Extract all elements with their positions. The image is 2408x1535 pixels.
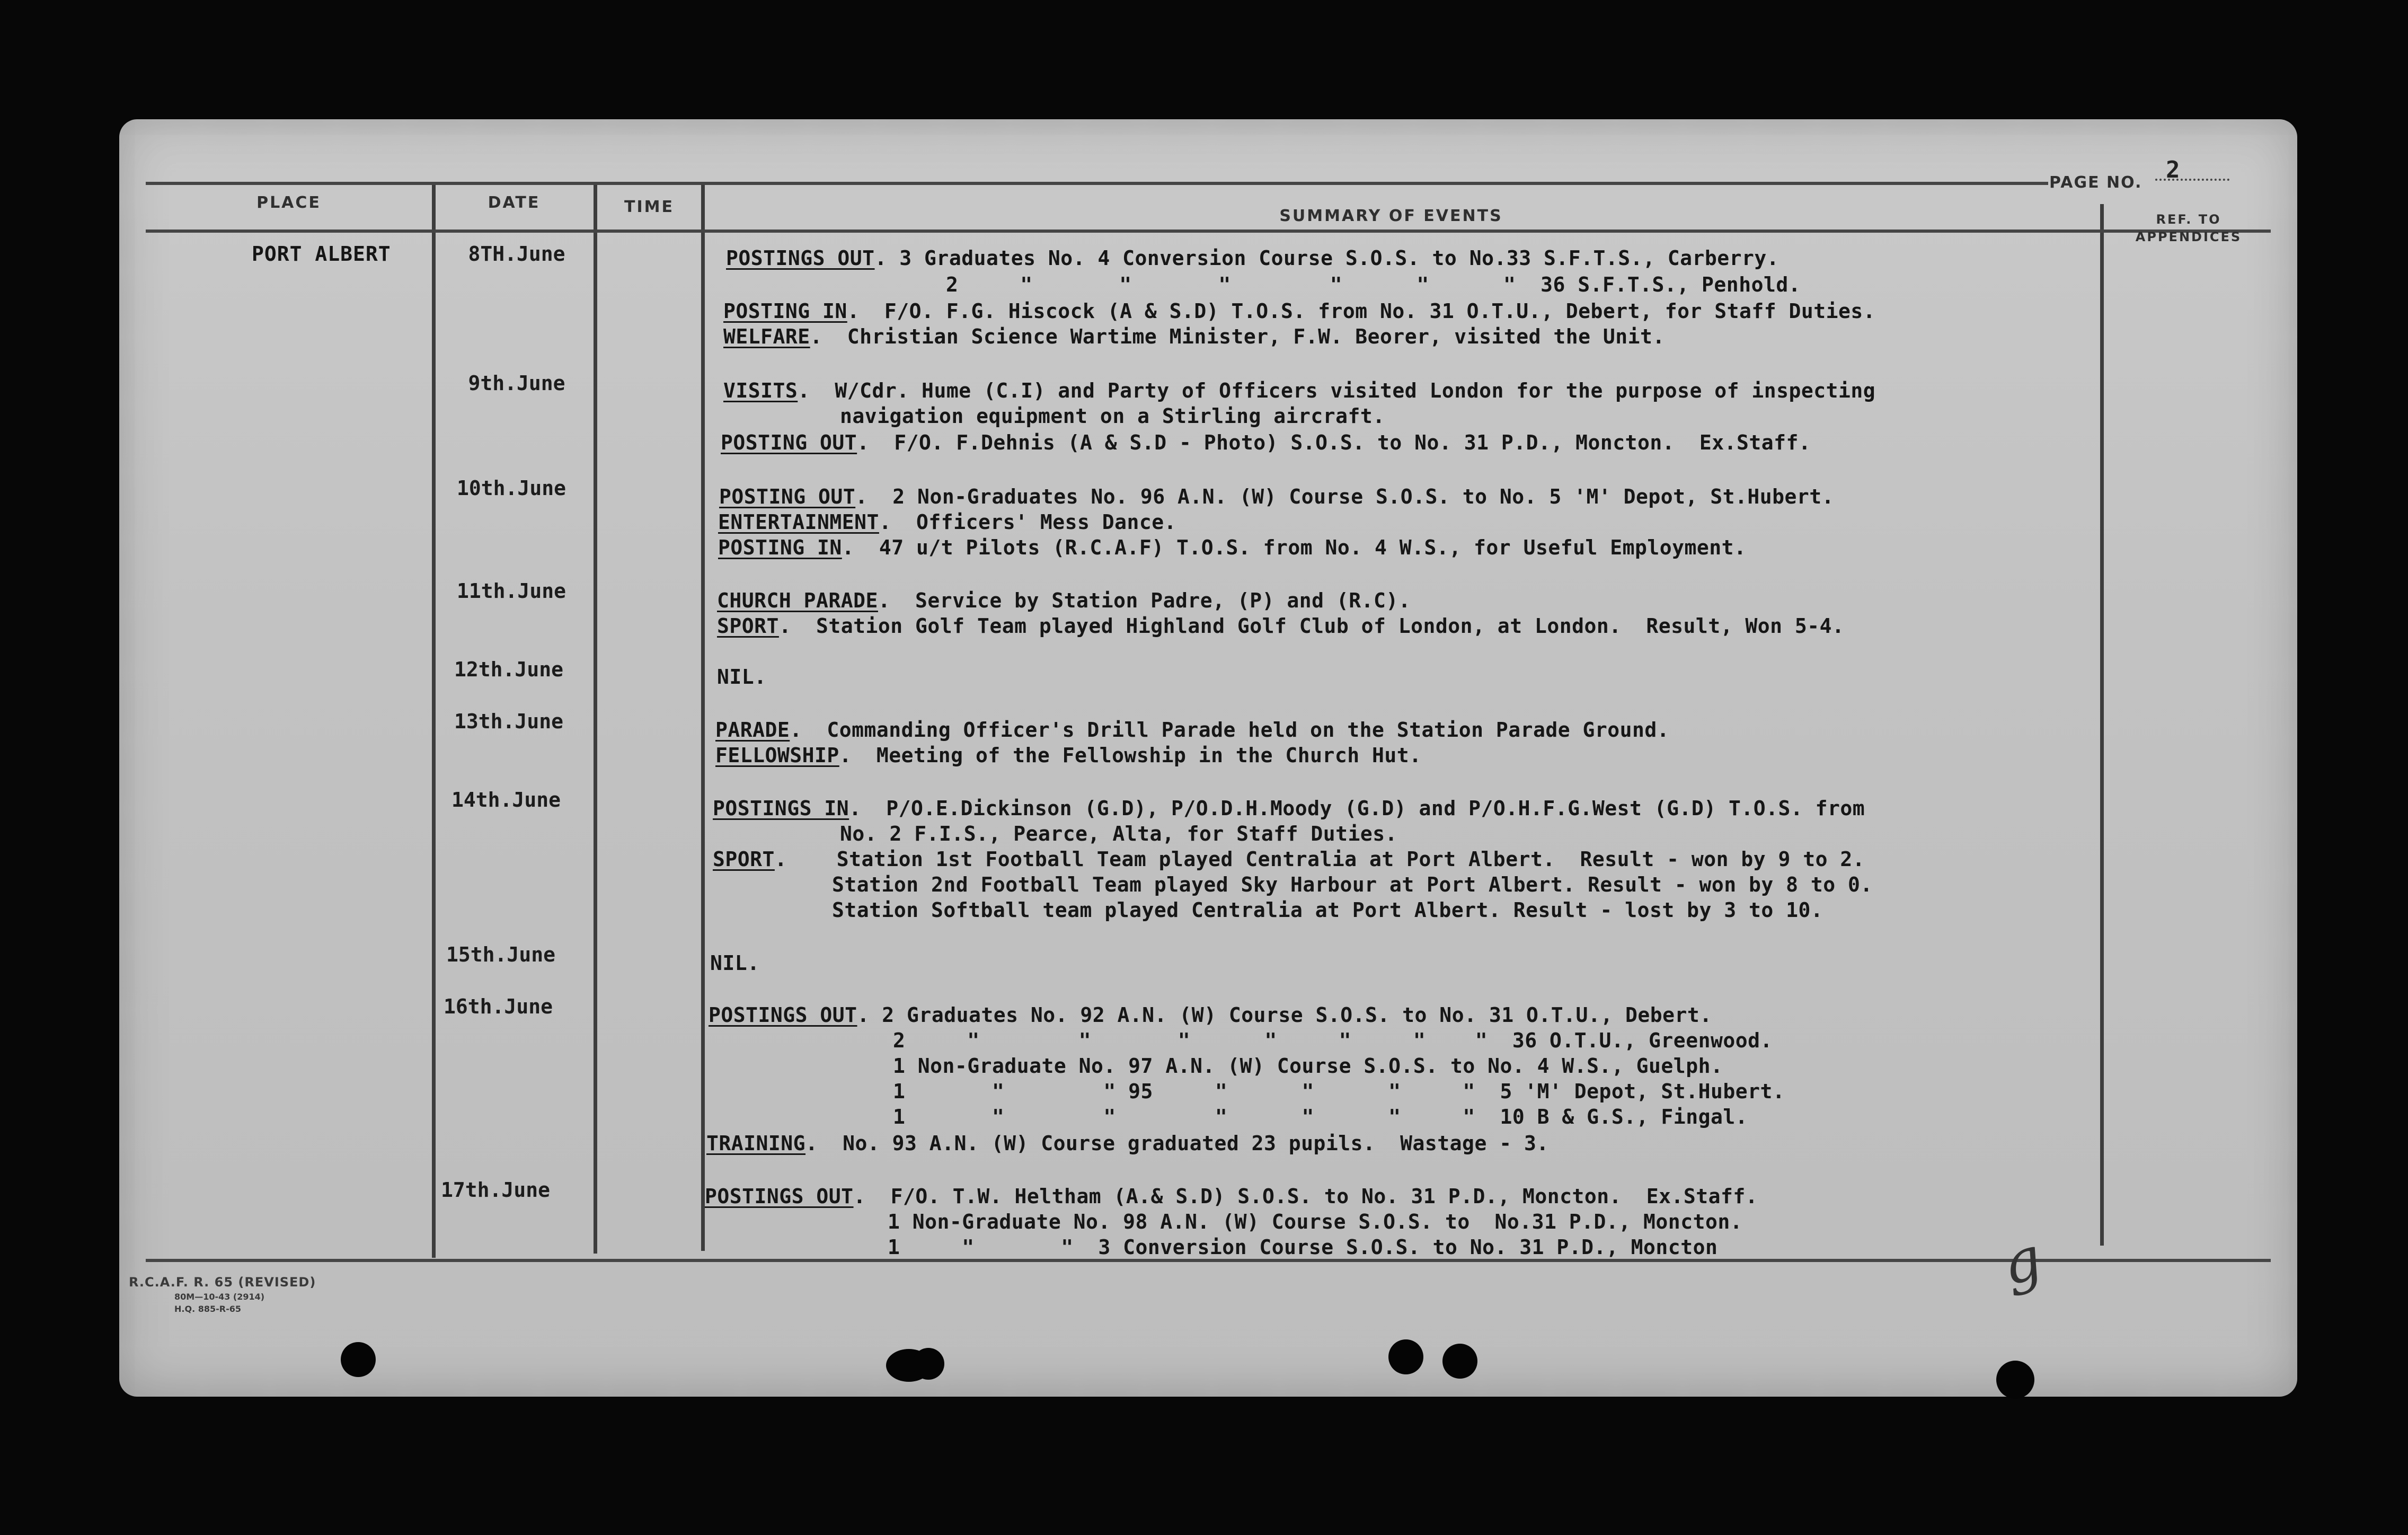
date-entry: 11th.June	[457, 579, 566, 603]
header-place: PLACE	[256, 193, 321, 212]
summary-line: 1 " " 95 " " " " 5 'M' Depot, St.Hubert.	[893, 1080, 1785, 1103]
date-entry: 15th.June	[446, 943, 555, 966]
punch-hole	[913, 1348, 944, 1380]
summary-line: 1 " " " " " " 10 B & G.S., Fingal.	[893, 1105, 1748, 1128]
summary-line: POSTINGS OUT. F/O. T.W. Heltham (A.& S.D) S.O.S. to No. 31 P.D., Moncton. Ex.Staff.	[705, 1185, 1758, 1208]
summary-line: FELLOWSHIP. Meeting of the Fellowship in the Church Hut.	[715, 744, 1422, 767]
summary-line: POSTING IN. 47 u/t Pilots (R.C.A.F) T.O.S. from No. 4 W.S., for Useful Employment.	[718, 536, 1747, 559]
header-date: DATE	[488, 193, 541, 212]
summary-line: 2 " " " " " " " 36 O.T.U., Greenwood.	[893, 1029, 1773, 1052]
rule-summary-ref	[2100, 204, 2104, 1246]
date-entry: 14th.June	[452, 788, 561, 811]
summary-line: POSTINGS OUT. 2 Graduates No. 92 A.N. (W) Course S.O.S. to No. 31 O.T.U., Debert.	[709, 1003, 1712, 1027]
diary-card	[119, 119, 2297, 1397]
summary-line: POSTINGS OUT. 3 Graduates No. 4 Conversion Course S.O.S. to No.33 S.F.T.S., Carberry.	[726, 246, 1780, 270]
summary-line: NIL.	[710, 951, 760, 975]
summary-line: WELFARE. Christian Science Wartime Minister, F.W. Beorer, visited the Unit.	[723, 325, 1665, 348]
summary-line: No. 2 F.I.S., Pearce, Alta, for Staff Duties.	[840, 822, 1398, 845]
summary-line: CHURCH PARADE. Service by Station Padre, (P) and (R.C).	[717, 589, 1411, 612]
summary-line: SPORT. Station Golf Team played Highland Golf Club of London, at London. Result, Won 5-4.	[717, 614, 1845, 638]
page-number-value: 2	[2166, 156, 2180, 183]
summary-line: navigation equipment on a Stirling aircraft.	[840, 404, 1385, 428]
header-ref-line1: REF. TO	[2156, 212, 2221, 227]
header-time: TIME	[624, 198, 674, 216]
summary-line: Station 2nd Football Team played Sky Harbour at Port Albert. Result - won by 8 to 0.	[832, 873, 1873, 896]
punch-hole	[1388, 1339, 1423, 1374]
form-number-line1: R.C.A.F. R. 65 (REVISED)	[129, 1275, 316, 1290]
summary-line: TRAINING. No. 93 A.N. (W) Course graduated 23 pupils. Wastage - 3.	[706, 1132, 1549, 1155]
punch-hole	[1442, 1344, 1477, 1379]
header-top-rule	[146, 182, 2048, 185]
header-bottom-rule	[146, 230, 2271, 233]
summary-line: VISITS. W/Cdr. Hume (C.I) and Party of Officers visited London for the purpose of inspecting	[723, 379, 1876, 402]
summary-line: Station Softball team played Centralia at Port Albert. Result - lost by 3 to 10.	[832, 898, 1823, 922]
summary-line: SPORT. Station 1st Football Team played Centralia at Port Albert. Result - won by 9 to 2.	[713, 848, 1865, 871]
summary-line: POSTING OUT. F/O. F.Dehnis (A & S.D - Photo) S.O.S. to No. 31 P.D., Moncton. Ex.Staff.	[721, 431, 1811, 454]
summary-line: ENTERTAINMENT. Officers' Mess Dance.	[718, 510, 1176, 534]
form-number-line2: 80M—10-43 (2914)	[174, 1292, 265, 1302]
form-number	[129, 1275, 316, 1314]
date-entry: 10th.June	[457, 477, 566, 500]
summary-line: POSTINGS IN. P/O.E.Dickinson (G.D), P/O.D.H.Moody (G.D) and P/O.H.F.G.West (G.D) T.O.S. from	[713, 797, 1865, 820]
summary-line: 1 " " 3 Conversion Course S.O.S. to No. 31 P.D., Moncton	[888, 1236, 1718, 1259]
date-entry: 17th.June	[441, 1178, 550, 1202]
punch-hole	[1996, 1361, 2034, 1399]
header-ref-line2: APPENDICES	[2135, 230, 2242, 244]
form-number-line3: H.Q. 885-R-65	[174, 1304, 241, 1314]
place-entry: PORT ALBERT	[252, 242, 391, 266]
punch-hole	[341, 1342, 376, 1377]
summary-line: 1 Non-Graduate No. 98 A.N. (W) Course S.O.S. to No.31 P.D., Moncton.	[888, 1210, 1743, 1233]
date-entry: 8TH.June	[468, 242, 565, 266]
summary-line: POSTING OUT. 2 Non-Graduates No. 96 A.N. (W) Course S.O.S. to No. 5 'M' Depot, St.Hubert.	[719, 485, 1835, 508]
date-entry: 12th.June	[454, 658, 563, 681]
handwritten-initial: g	[1995, 1223, 2049, 1299]
summary-line: POSTING IN. F/O. F.G. Hiscock (A & S.D) T.O.S. from No. 31 O.T.U., Debert, for Staff Duties.	[723, 299, 1876, 323]
date-entry: 13th.June	[454, 710, 563, 733]
summary-line: 1 Non-Graduate No. 97 A.N. (W) Course S.O.S. to No. 4 W.S., Guelph.	[893, 1054, 1723, 1078]
summary-line: PARADE. Commanding Officer's Drill Parade held on the Station Parade Ground.	[715, 718, 1670, 742]
summary-line: NIL.	[717, 665, 767, 689]
rule-time-summary	[701, 183, 705, 1251]
date-entry: 16th.June	[444, 995, 553, 1018]
page-number-label: PAGE NO.	[2049, 173, 2143, 192]
summary-line: 2 " " " " " " 36 S.F.T.S., Penhold.	[946, 273, 1801, 296]
header-summary: SUMMARY OF EVENTS	[1279, 207, 1503, 225]
rule-date-time	[594, 183, 597, 1254]
date-entry: 9th.June	[468, 372, 565, 395]
footer-rule	[146, 1259, 2271, 1262]
